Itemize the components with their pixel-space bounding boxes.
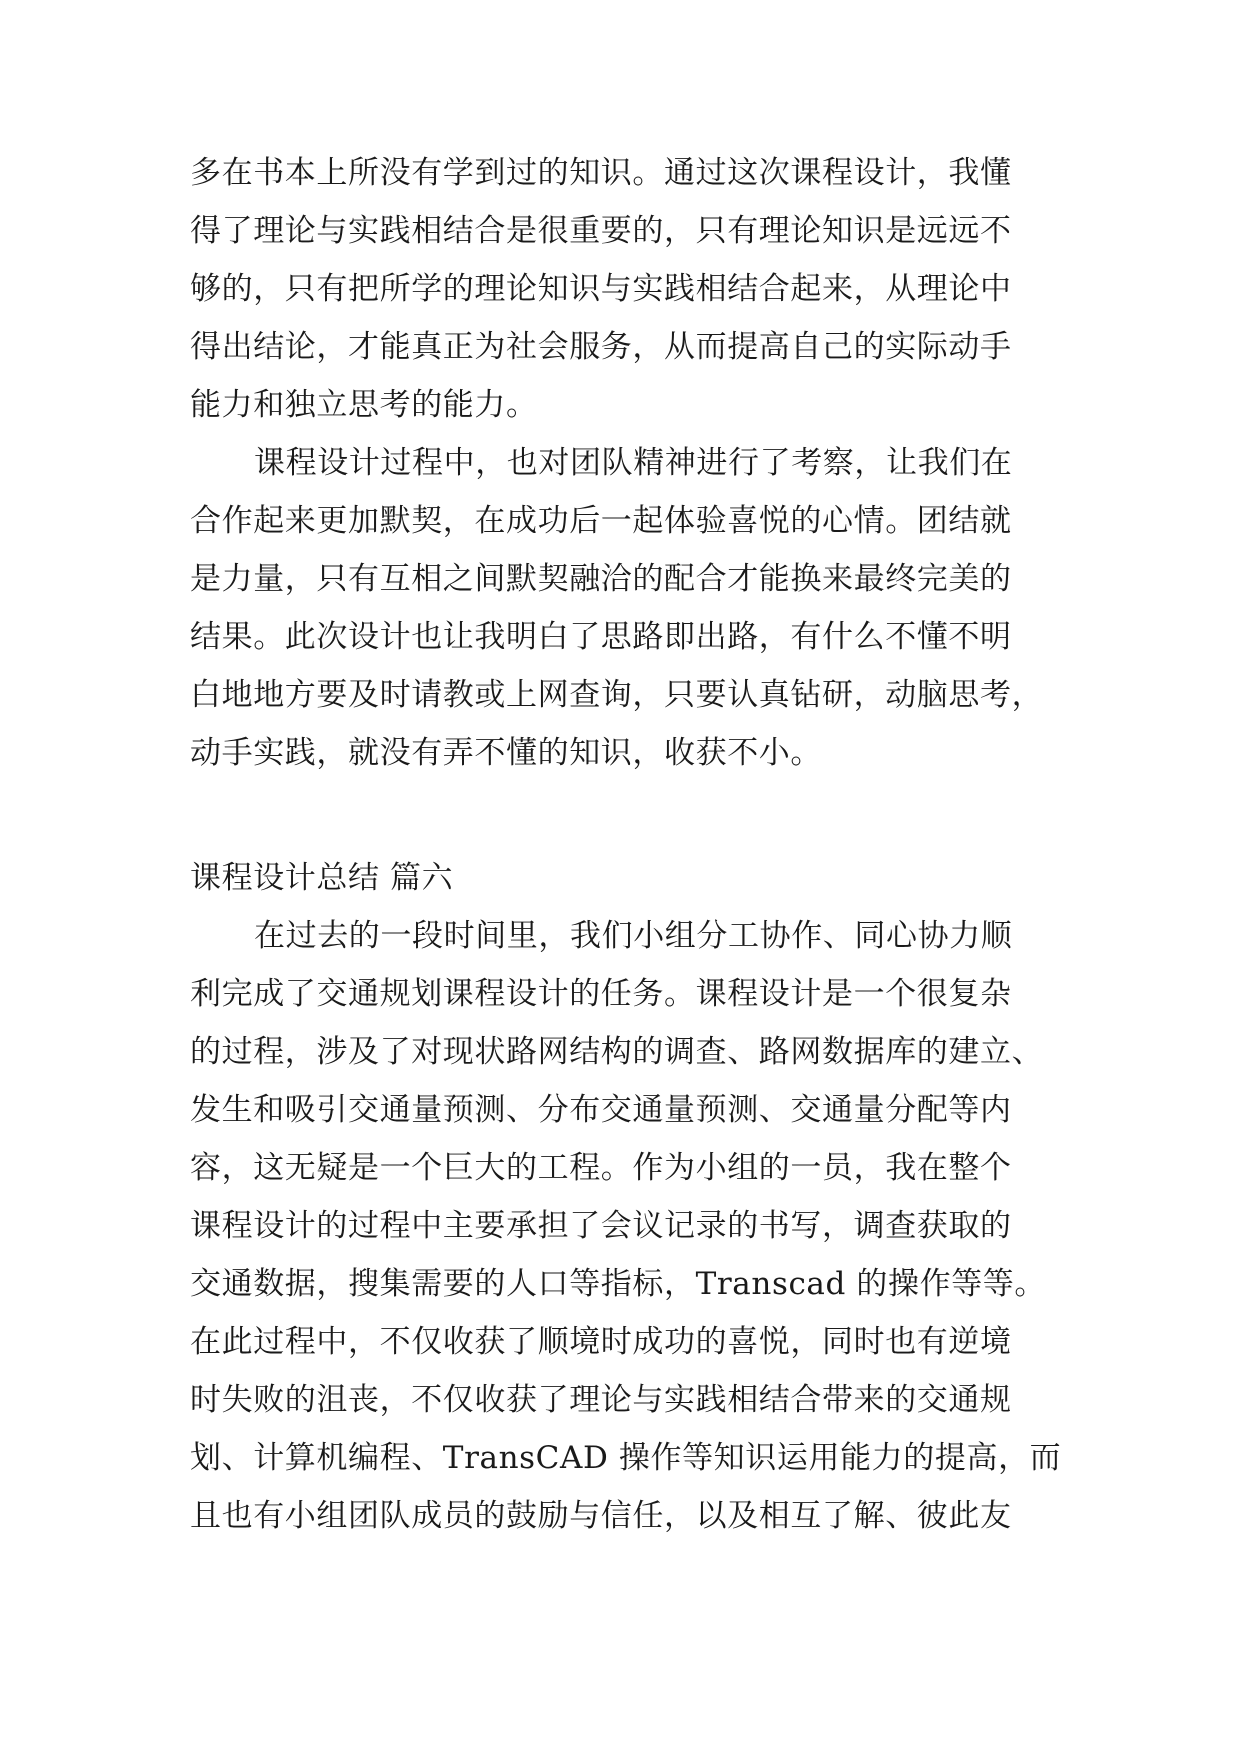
paragraph-1-line-5: 能力和独立思考的能力。 — [190, 387, 538, 423]
paragraph-3-line-2: 利完成了交通规划课程设计的任务。课程设计是一个很复杂 — [190, 976, 1012, 1012]
paragraph-3-line-7: 交通数据，搜集需要的人口等指标，Transcad 的操作等等。 — [190, 1266, 1046, 1302]
paragraph-2-line-4: 结果。此次设计也让我明白了思路即出路，有什么不懂不明 — [190, 619, 1012, 655]
paragraph-2-line-3: 是力量，只有互相之间默契融洽的配合才能换来最终完美的 — [190, 561, 1012, 597]
paragraph-3-line-1: 在过去的一段时间里，我们小组分工协作、同心协力顺 — [254, 918, 1013, 954]
paragraph-1-line-4: 得出结论，才能真正为社会服务，从而提高自己的实际动手 — [190, 329, 1012, 365]
paragraph-2-line-2: 合作起来更加默契，在成功后一起体验喜悦的心情。团结就 — [190, 503, 1012, 539]
paragraph-3-line-11: 且也有小组团队成员的鼓励与信任，以及相互了解、彼此友 — [190, 1498, 1012, 1534]
section-heading: 课程设计总结 篇六 — [190, 860, 454, 896]
paragraph-3-line-8: 在此过程中，不仅收获了顺境时成功的喜悦，同时也有逆境 — [190, 1324, 1012, 1360]
paragraph-3-line-6: 课程设计的过程中主要承担了会议记录的书写，调查获取的 — [190, 1208, 1012, 1244]
paragraph-3-line-3: 的过程，涉及了对现状路网结构的调查、路网数据库的建立、 — [190, 1034, 1044, 1070]
paragraph-3-line-10: 划、计算机编程、TransCAD 操作等知识运用能力的提高，而 — [190, 1440, 1062, 1476]
paragraph-1-line-3: 够的，只有把所学的理论知识与实践相结合起来，从理论中 — [190, 271, 1012, 307]
paragraph-3-line-4: 发生和吸引交通量预测、分布交通量预测、交通量分配等内 — [190, 1092, 1012, 1128]
paragraph-3-line-9: 时失败的沮丧，不仅收获了理论与实践相结合带来的交通规 — [190, 1382, 1012, 1418]
paragraph-1-line-2: 得了理论与实践相结合是很重要的，只有理论知识是远远不 — [190, 213, 1012, 249]
paragraph-3-line-5: 容，这无疑是一个巨大的工程。作为小组的一员，我在整个 — [190, 1150, 1012, 1186]
paragraph-2-line-5: 白地地方要及时请教或上网查询，只要认真钻研，动脑思考， — [190, 677, 1044, 713]
paragraph-2-line-1: 课程设计过程中，也对团队精神进行了考察，让我们在 — [254, 445, 1013, 481]
paragraph-1-line-1: 多在书本上所没有学到过的知识。通过这次课程设计，我懂 — [190, 155, 1012, 191]
paragraph-2-line-6: 动手实践，就没有弄不懂的知识，收获不小。 — [190, 735, 822, 771]
